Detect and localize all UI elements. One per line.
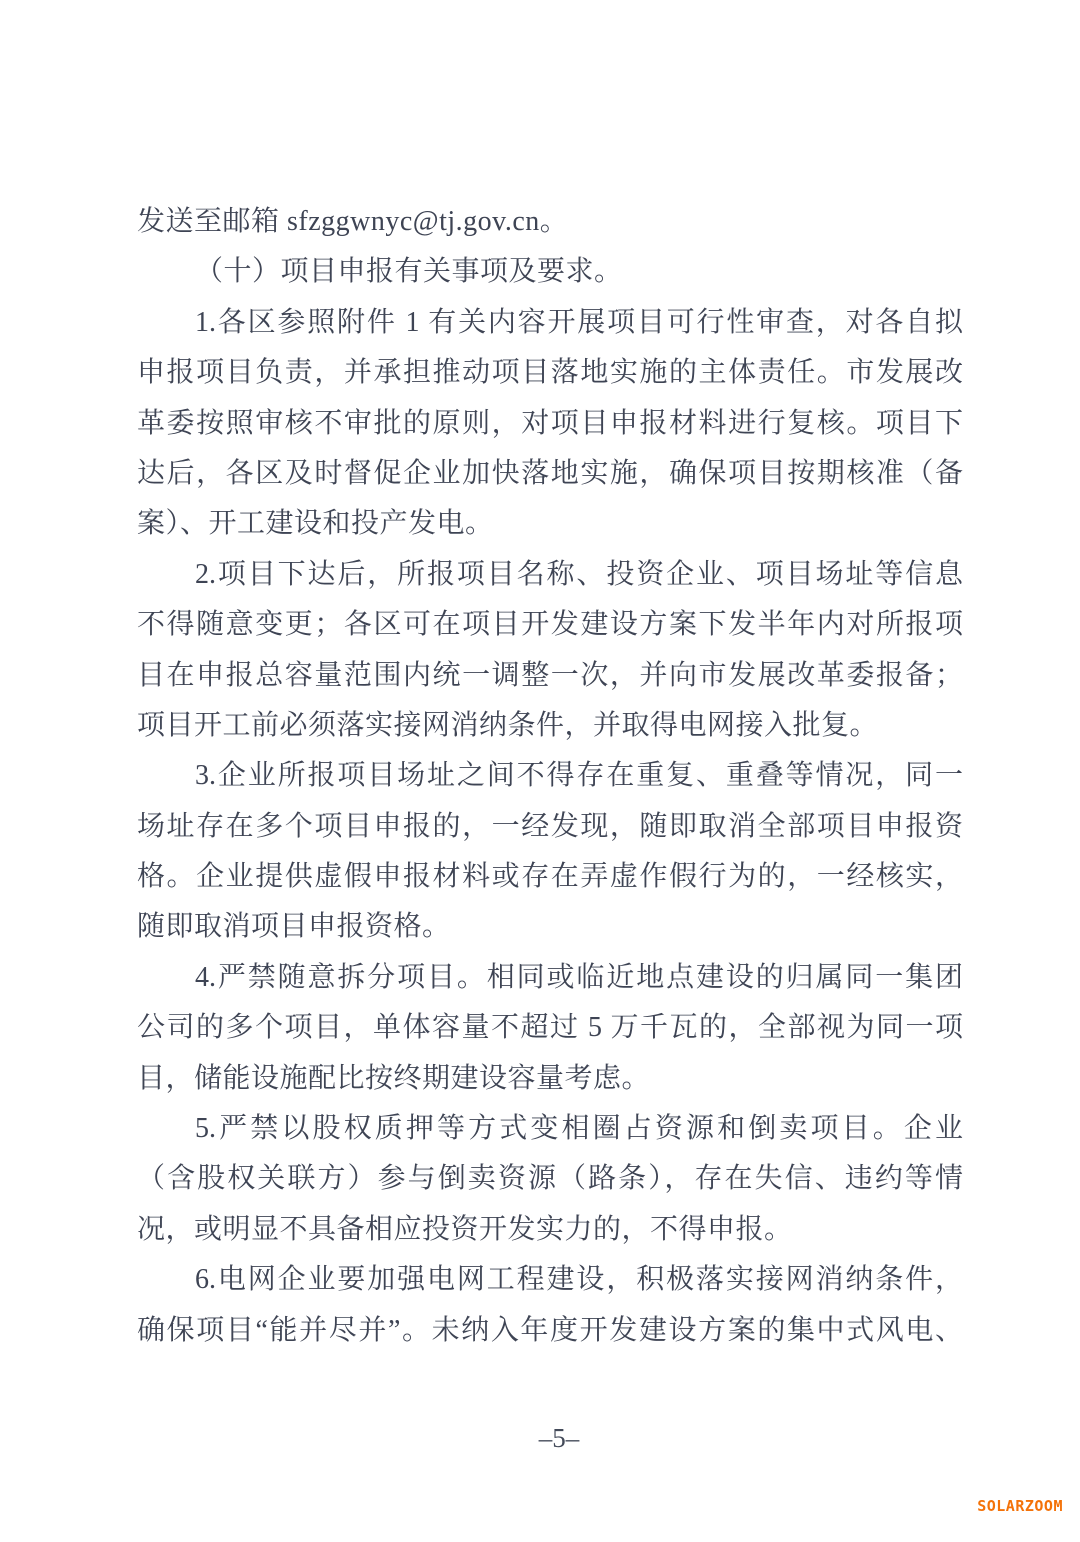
document-line: （含股权关联方）参与倒卖资源（路条），存在失信、违约等情 — [137, 1163, 963, 1195]
document-line: 格。企业提供虚假申报材料或存在弄虚作假行为的，一经核实， — [137, 861, 963, 893]
document-line: 1.各区参照附件 1 有关内容开展项目可行性审查，对各自拟 — [195, 306, 963, 338]
document-line: 申报项目负责，并承担推动项目落地实施的主体责任。市发展改 — [137, 357, 963, 389]
document-body — [137, 197, 963, 1356]
watermark-solarzoom: SOLARZOOM — [977, 1497, 1063, 1515]
document-line: 确保项目“能并尽并”。未纳入年度开发建设方案的集中式风电、 — [137, 1314, 963, 1346]
document-line: 案）、开工建设和投产发电。 — [137, 508, 494, 540]
document-line: 2.项目下达后，所报项目名称、投资企业、项目场址等信息 — [195, 558, 963, 590]
document-line: 场址存在多个项目申报的，一经发现，随即取消全部项目申报资 — [137, 810, 963, 842]
document-line: 6.电网企业要加强电网工程建设，积极落实接网消纳条件， — [195, 1264, 963, 1296]
document-line: 4.严禁随意拆分项目。相同或临近地点建设的归属同一集团 — [195, 961, 963, 993]
document-line: 3.企业所报项目场址之间不得存在重复、重叠等情况，同一 — [195, 760, 963, 792]
document-line: 5.严禁以股权质押等方式变相圈占资源和倒卖项目。企业 — [195, 1113, 963, 1145]
document-line: 革委按照审核不审批的原则，对项目申报材料进行复核。项目下 — [137, 407, 963, 439]
document-line: 项目开工前必须落实接网消纳条件，并取得电网接入批复。 — [137, 709, 879, 741]
document-line: 发送至邮箱 sfzggwnyc@tj.gov.cn。 — [137, 206, 569, 237]
document-line: （十）项目申报有关事项及要求。 — [195, 256, 623, 288]
document-line: 目，储能设施配比按终期建设容量考虑。 — [137, 1062, 651, 1094]
document-line: 况，或明显不具备相应投资开发实力的，不得申报。 — [137, 1213, 793, 1245]
page-number: –5– — [538, 1423, 580, 1453]
document-line: 达后，各区及时督促企业加快落地实施，确保项目按期核准（备 — [137, 457, 963, 489]
document-line: 公司的多个项目，单体容量不超过 5 万千瓦的，全部视为同一项 — [137, 1012, 963, 1044]
document-line: 随即取消项目申报资格。 — [137, 911, 451, 943]
document-line: 不得随意变更；各区可在项目开发建设方案下发半年内对所报项 — [137, 609, 963, 641]
document-line: 目在申报总容量范围内统一调整一次，并向市发展改革委报备； — [137, 659, 963, 691]
